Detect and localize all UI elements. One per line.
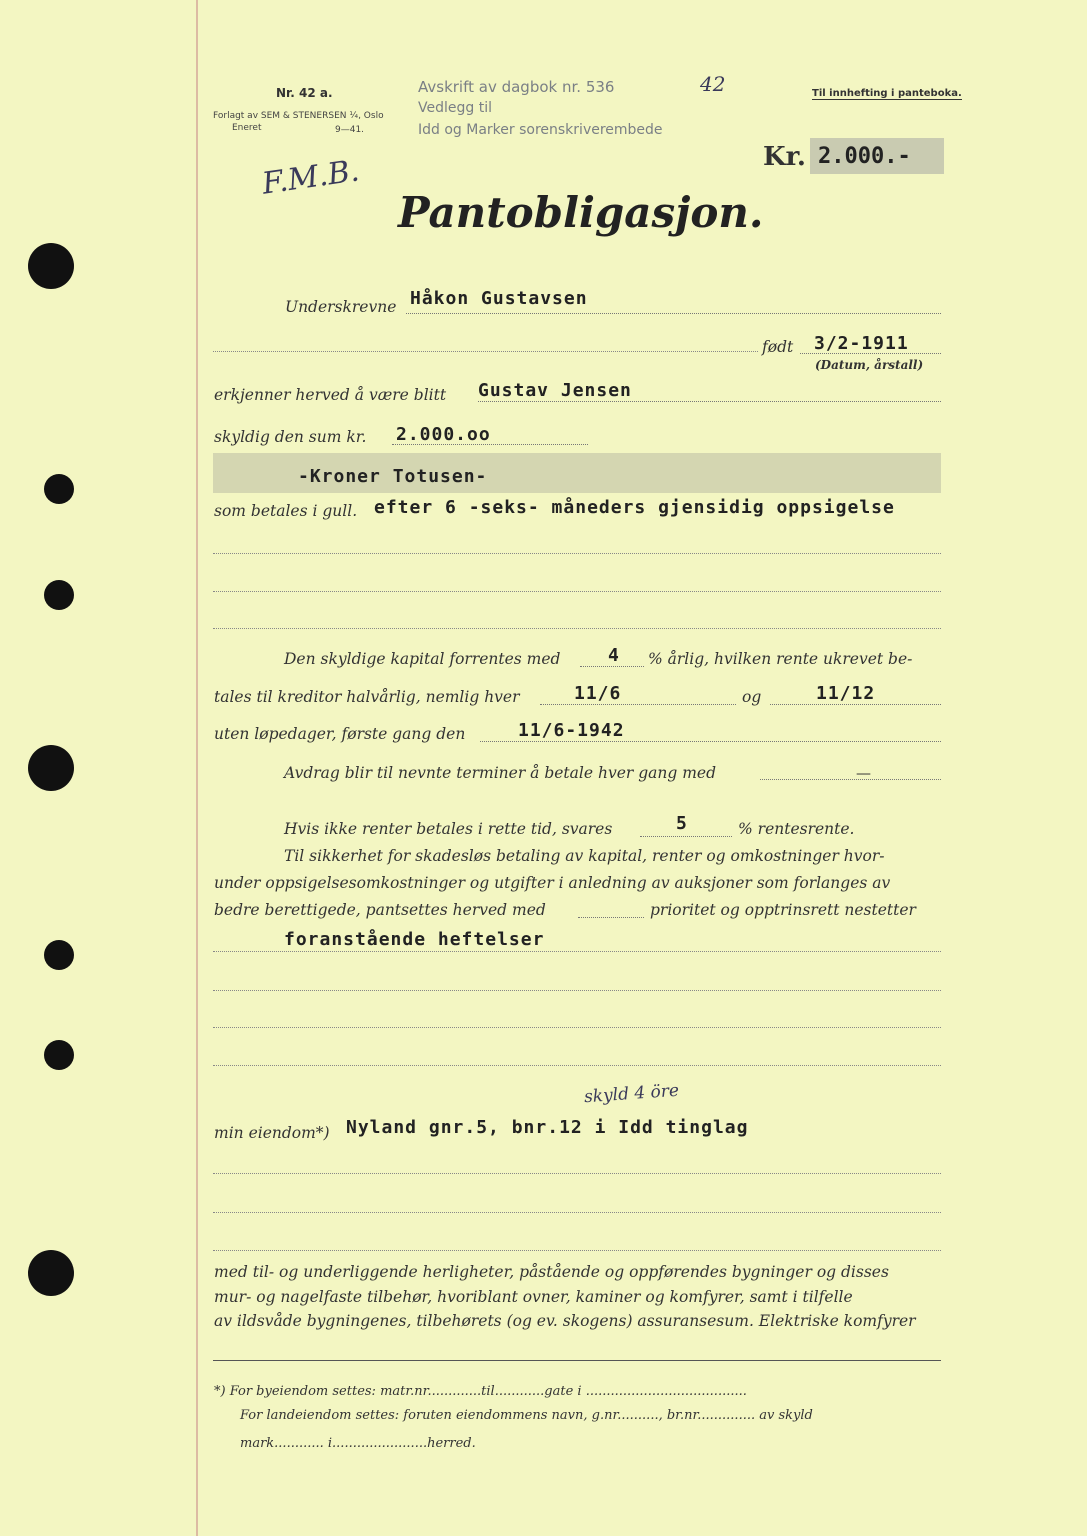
binder-hole <box>28 745 74 791</box>
blank-line <box>213 990 941 991</box>
penalty-line-3: under oppsigelsesomkostninger og utgifter i anledning av auksjoner som forlanges av <box>214 874 891 892</box>
rate-line <box>580 666 644 667</box>
blank-line <box>213 1027 941 1028</box>
penalty-rate-line <box>640 836 732 837</box>
footnote-line-1: *) For byeiendom settes: matr.nr.............til............gate i ....................................... <box>214 1384 747 1399</box>
installment-line <box>760 779 941 780</box>
interest-date-1: 11/6 <box>574 683 622 704</box>
owed-to-line <box>478 401 941 402</box>
blank-line <box>213 1212 941 1213</box>
priority-value: foranstående heftelser <box>284 929 545 950</box>
interest-date-2: 11/12 <box>816 683 876 704</box>
born-hint: (Datum, årstall) <box>815 358 924 372</box>
blank-line <box>213 591 941 592</box>
first-date-line <box>480 741 941 742</box>
publisher-eneret: Eneret <box>232 123 262 133</box>
binder-hole <box>44 474 74 504</box>
penalty-line-2: Til sikkerhet for skadesløs betaling av kapital, renter og omkostninger hvor- <box>284 847 885 865</box>
born-label: født <box>762 338 794 356</box>
interest-line-1b: % årlig, hvilken rente ukrevet be- <box>648 650 913 668</box>
footnote-line-3: mark............ i.......................herred. <box>240 1436 476 1451</box>
binder-hole <box>44 940 74 970</box>
blank-line <box>213 1250 941 1251</box>
amount-value: 2.000.- <box>818 144 911 169</box>
publisher-date: 9—41. <box>335 125 365 135</box>
footnote-divider <box>213 1360 941 1361</box>
date2-line <box>770 704 941 705</box>
words-value: -Kroner Totusen- <box>298 466 488 487</box>
born-value: 3/2-1911 <box>814 333 909 354</box>
owed-to-value: Gustav Jensen <box>478 380 632 401</box>
property-label: min eiendom*) <box>214 1124 330 1142</box>
property-value: Nyland gnr.5, bnr.12 i Idd tinglag <box>346 1117 749 1138</box>
penalty-line-4a: bedre berettigede, pantsettes herved med <box>214 901 546 919</box>
top-right-note: Til innhefting i panteboka. <box>812 88 962 99</box>
amount-label: Kr. <box>763 142 806 172</box>
footnote-line-2: For landeiendom settes: foruten eiendommens navn, g.nr.........., br.nr.............. av skyld <box>240 1408 813 1423</box>
undersigned-line <box>406 313 941 314</box>
penalty-line-1a: Hvis ikke renter betales i rette tid, svares <box>284 820 613 838</box>
blank-line <box>213 951 941 952</box>
stamp-line-2: Vedlegg til <box>418 100 492 116</box>
interest-line-1a: Den skyldige kapital forrentes med <box>284 650 561 668</box>
closing-line-1: med til- og underliggende herligheter, påstående og oppførendes bygninger og disses <box>214 1263 889 1281</box>
owed-to-label: erkjenner herved å være blitt <box>214 386 447 404</box>
handwritten-skyld-note: skyld 4 öre <box>583 1080 680 1108</box>
binder-hole <box>44 1040 74 1070</box>
priority-line <box>578 917 644 918</box>
gold-value: efter 6 -seks- måneders gjensidig oppsigelse <box>374 497 895 518</box>
interest-line-3a: uten løpedager, første gang den <box>214 725 466 743</box>
blank-line <box>213 1173 941 1174</box>
undersigned-value: Håkon Gustavsen <box>410 288 588 309</box>
undersigned-label: Underskrevne <box>285 298 397 316</box>
date1-line <box>540 704 736 705</box>
sum-label: skyldig den sum kr. <box>214 428 367 446</box>
form-number: Nr. 42 a. <box>276 86 333 100</box>
stamp-line-1: Avskrift av dagbok nr. 536 <box>418 78 615 96</box>
penalty-rate: 5 <box>676 813 688 834</box>
blank-line <box>213 351 758 352</box>
blank-line <box>213 628 941 629</box>
interest-line-4: Avdrag blir til nevnte terminer å betale hver gang med <box>284 764 716 782</box>
binder-hole <box>28 1250 74 1296</box>
stamp-line-3: Idd og Marker sorenskriverembede <box>418 122 663 138</box>
handwritten-initials: F.M.B. <box>260 153 362 202</box>
binder-hole <box>44 580 74 610</box>
interest-first-date: 11/6-1942 <box>518 720 625 741</box>
penalty-line-4b: prioritet og opptrinsrett nestetter <box>650 901 916 919</box>
sum-value: 2.000.oo <box>396 424 491 445</box>
gold-label: som betales i gull. <box>214 502 358 520</box>
installment-value: — <box>856 764 871 782</box>
penalty-line-1b: % rentesrente. <box>738 820 855 838</box>
interest-og: og <box>742 688 762 706</box>
document-title: Pantobligasjon. <box>398 188 764 237</box>
blank-line <box>213 553 941 554</box>
publisher-line: Forlagt av SEM & STENERSEN ¼, Oslo <box>213 111 384 121</box>
margin-line <box>196 0 198 1536</box>
closing-line-2: mur- og nagelfaste tilbehør, hvoriblant ovner, kaminer og komfyrer, samt i tilfelle <box>214 1288 853 1306</box>
closing-line-3: av ildsvåde bygningenes, tilbehørets (og ev. skogens) assuransesum. Elektriske komfyrer <box>214 1312 916 1330</box>
interest-rate: 4 <box>608 645 620 666</box>
binder-hole <box>28 243 74 289</box>
stamp-year: 42 <box>700 72 726 96</box>
interest-line-2a: tales til kreditor halvårlig, nemlig hver <box>214 688 520 706</box>
blank-line <box>213 1065 941 1066</box>
